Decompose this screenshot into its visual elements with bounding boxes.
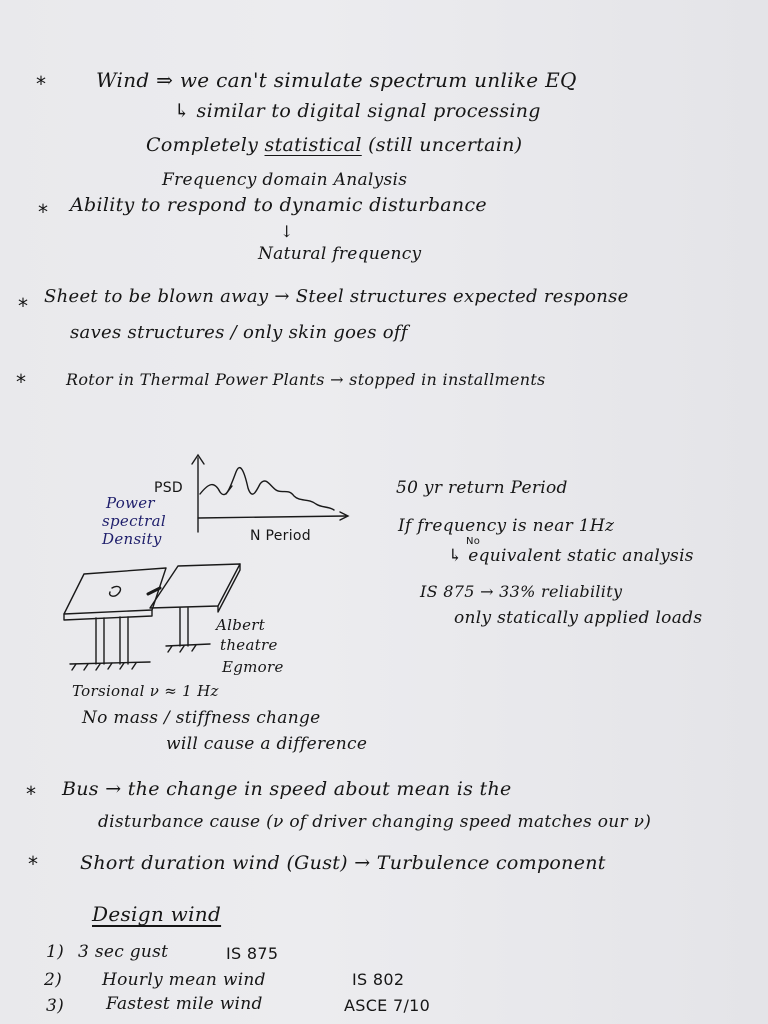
note-line-dsp: ↳ similar to digital signal processing	[174, 100, 541, 122]
note-gust-turbulence: Short duration wind (Gust) → Turbulence component	[80, 852, 606, 874]
note-no-mass-stiffness: No mass / stiffness change	[82, 708, 321, 728]
note-equivalent-static: ↳ equivalent static analysis	[448, 546, 694, 566]
label-spectral: spectral	[102, 512, 166, 530]
rotation-mark-icon	[110, 586, 121, 596]
psd-curve	[200, 468, 334, 510]
note-disturbance-cause: disturbance cause (ν of driver changing speed matches our ν)	[98, 812, 652, 832]
arrow-down: ↓	[280, 222, 294, 241]
label-psd: PSD	[154, 480, 184, 496]
bullet-star: *	[16, 370, 26, 394]
text-statistical-underlined: statistical	[264, 134, 362, 156]
note-line-skin-goes-off: saves structures / only skin goes off	[70, 322, 408, 343]
note-is875-reliability: IS 875 → 33% reliability	[420, 582, 623, 601]
design-wind-heading: Design wind	[92, 902, 222, 926]
bullet-star: *	[38, 200, 48, 224]
design-wind-item-1-text: 3 sec gust	[78, 942, 169, 962]
bullet-star: *	[18, 294, 28, 318]
note-line-natural-frequency: Natural frequency	[258, 244, 422, 264]
signboard-second	[150, 564, 240, 608]
design-wind-item-2-text: Hourly mean wind	[102, 970, 266, 990]
note-50yr-return: 50 yr return Period	[396, 478, 568, 498]
label-power: Power	[106, 494, 155, 512]
note-line-wind: Wind ⇒ we can't simulate spectrum unlike EQ	[96, 68, 577, 92]
label-density: Density	[102, 530, 162, 548]
note-will-cause-difference: will cause a difference	[166, 734, 368, 754]
design-wind-item-3-num: 3)	[46, 996, 65, 1016]
design-wind-item-3-code: ASCE 7/10	[344, 996, 431, 1015]
design-wind-item-1-code: IS 875	[226, 944, 279, 963]
bullet-star: *	[28, 852, 38, 876]
label-theatre: theatre	[220, 636, 278, 654]
text-still-uncertain: (still uncertain)	[368, 134, 523, 156]
psd-curve-tick	[226, 486, 232, 494]
note-line-rotor: Rotor in Thermal Power Plants → stopped in installments	[66, 370, 546, 389]
ground-line	[70, 662, 150, 664]
text-completely: Completely	[146, 134, 259, 156]
label-albert: Albert	[216, 616, 266, 634]
label-n-period: N Period	[250, 528, 311, 544]
bullet-star: *	[26, 782, 36, 806]
label-no: No	[466, 536, 481, 547]
note-line-dynamic-disturbance: Ability to respond to dynamic disturbance	[70, 194, 487, 216]
bullet-star: *	[36, 72, 46, 96]
note-statically-applied: only statically applied loads	[454, 608, 703, 628]
note-line-sheet-blown: Sheet to be blown away → Steel structures expected response	[44, 286, 629, 307]
psd-x-axis	[198, 516, 346, 518]
note-bus-speed: Bus → the change in speed about mean is the	[62, 778, 512, 800]
design-wind-item-1-num: 1)	[46, 942, 65, 962]
design-wind-item-2-code: IS 802	[352, 970, 405, 989]
ground-hatch	[72, 645, 196, 670]
note-line-frequency-domain: Frequency domain Analysis	[162, 170, 408, 190]
design-wind-item-2-num: 2)	[44, 970, 63, 990]
label-torsional: Torsional ν ≈ 1 Hz	[72, 682, 219, 700]
label-egmore: Egmore	[222, 658, 284, 676]
note-near-1hz: If frequency is near 1Hz	[398, 516, 615, 536]
design-wind-item-3-text: Fastest mile wind	[106, 994, 263, 1014]
